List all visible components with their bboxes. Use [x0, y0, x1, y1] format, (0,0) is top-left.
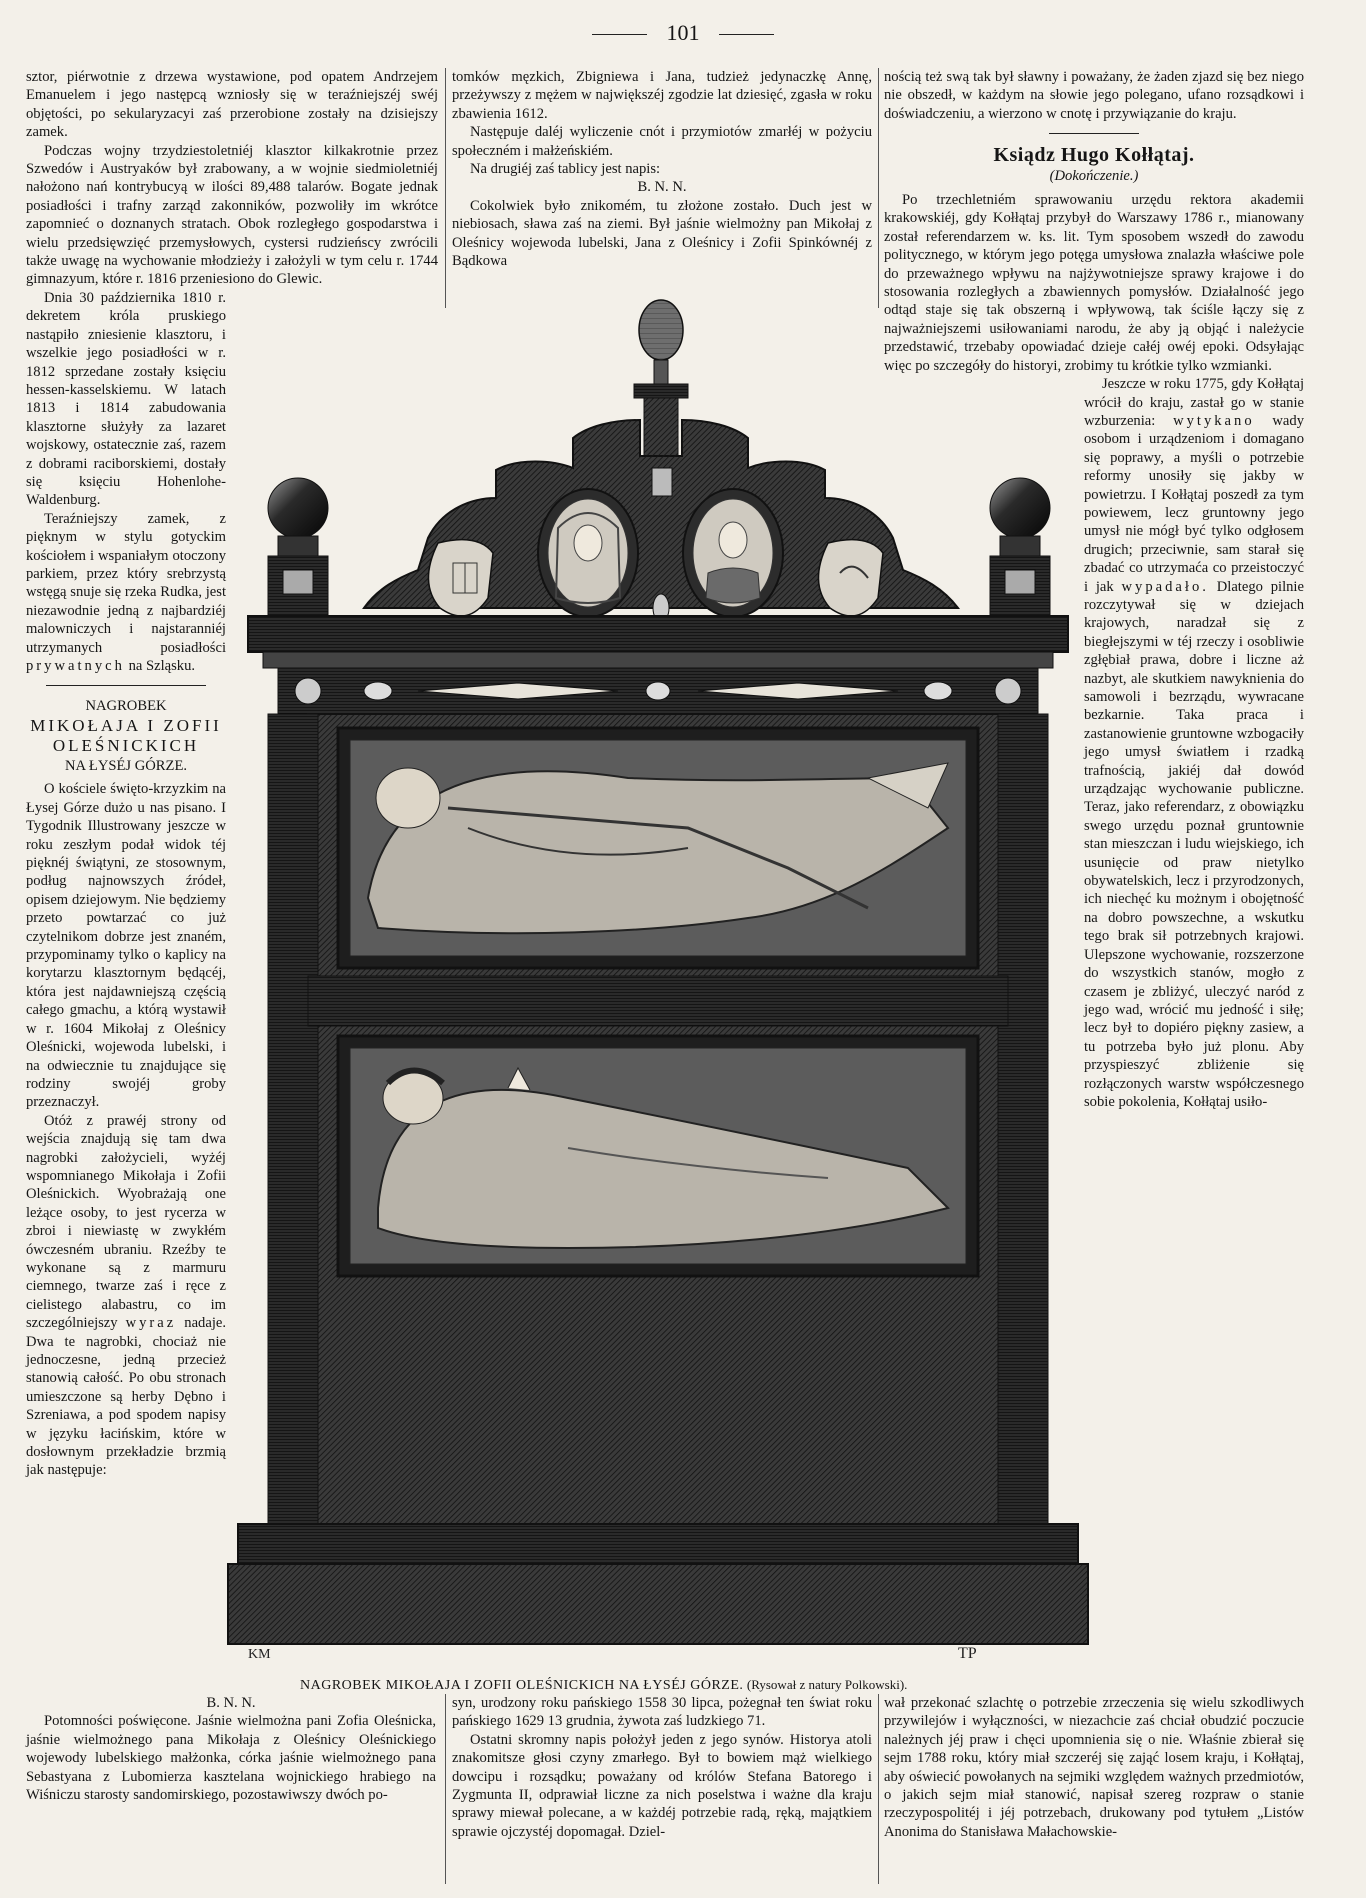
- bottom1-paragraph: Potomności poświęcone. Jaśnie wielmożna pani Zofia Oleśnicka, jaśnie wielmożnego pana Mikołaja z Oleśnicy Oleśnickiego wojewody lubelskiego małżonka, córka jaśnie wielmożnego pana Sebastyana z Lubomierza kasztelana wojnickiego hrabiego na Wiśniczu starosty sandomirskiego, pozostawiwszy dwóch po-: [26, 1713, 436, 1804]
- col3-narrow-block: [1084, 375, 1304, 1111]
- bottom-divider-1: [445, 1694, 446, 1884]
- header-rule-left: [592, 34, 647, 35]
- illustration-caption: [300, 1677, 1060, 1694]
- col1-paragraph-5: O kościele święto-krzyzkim na Łysej Górze dużo u nas pisano. I Tygodnik Illustrowany jeszcze w roku zeszłym podał widok téj pięknéj świątyni, ze stosownym, podług najnowszych źródeł, opisem dziejowym. Nie będziemy przeto powtarzać co już czytelnikom dobrze jest znaném, przypominamy tylko o kaplicy na korytarzu klasztornym będącéj, która jest najdawniejszą częścią całego gmachu, a którą wystawił w r. 1604 Mikołaj z Oleśnicy Oleśnicki, wojewoda lubelski, i na odwiecznie tu znajdujące się rodziny swojéj groby przeznaczył.: [26, 781, 226, 1111]
- col2-paragraph-1: tomków męzkich, Zbigniewa i Jana, tudzież jedynaczkę Annę, przeżywszy z mężem w największéj zgodzie lat dziesięć, zgasła w roku zbawienia 1612.: [452, 69, 872, 122]
- nagrobek-heading-line-3: OLEŚNICKICH: [52, 736, 200, 756]
- tomb-base: [238, 1524, 1078, 1564]
- col1-p2-text: Podczas wojny trzydziestoletniéj klasztor kilkakrotnie przez Szwedów i Austryaków był zrabowany, a w wojnie siedmioletniéj nałożono nań kontrybucyą w ilości 89,488 talarów. Bogate jednak posiadłości i trafny zarząd zakonników, pozwoliły im wkrótce zapomnieć o doznanych stratach. Obok rozległego gospodarstwa i wielu przedsięwzięć przemysłowych, cystersi rudzieńscy zwrócili także uwagę na wychowanie młodzieży i założyli w tym celu r. 1744 gimnazyum, które r. 1816 przeniesiono do Glewic.: [26, 142, 438, 288]
- column-divider-1: [445, 68, 446, 308]
- bottom-column-3: [884, 1694, 1304, 1841]
- header-rule-right: [719, 34, 774, 35]
- medallion-woman: [538, 489, 638, 617]
- col1-paragraph-2: [26, 142, 438, 289]
- nagrobek-heading: [26, 696, 226, 776]
- coat-of-arms-left: [428, 540, 493, 616]
- col1-paragraph-1: sztor, piérwotnie z drzewa wystawione, pod opatem Andrzejem Emanuelem i jego następcą wzniosły się w teraźniejszéj swéj objętości, po sekularyzacyi zaś przerobione zostały na dzisiejszy zamek.: [26, 69, 438, 141]
- col3-divider: [1049, 133, 1139, 134]
- bottom-column-1: [26, 1694, 436, 1804]
- col3-p2-text: Po trzechletniém sprawowaniu urzędu rektora akademii krakowskiéj, gdy Kołłątaj przybył do Warszawy 1786 r., mianowany został referendarzem w. ks. lit. Tym sposobem wszedł do zawodu politycznego, w którym jego potęga umysłowa znalazła właściwe pole do przeważnego wpływu na najżywotniejsze sprawy krajowe i do stosowania rozległych a zbawiennych pomysłów. Działalność jego odtąd staje się tak obszerną i wpływową, tak ściśle łączy się z najważniejszemi usiłowaniami narodu, że aby ją objąć i należycie przedstawić, trzebaby opowiadać dzieje całéj owéj epoki. Odsyłając więc po szczegóły do historyi, zrobimy tu krótkie tylko wzmianki.: [884, 192, 1304, 374]
- coat-of-arms-right: [818, 540, 883, 616]
- col2-paragraph-3: Na drugiéj zaś tablicy jest napis:: [470, 161, 661, 178]
- col3-paragraph-1: nością też swą tak był sławny i poważany, że żaden zjazd się bez niego nie obszedł, w każdym na słowie jego polegano, ufano rozsądkowi i doświadczeniu, a wierzono w cnotę i przywiązanie do kraju.: [884, 69, 1304, 122]
- engraver-signature-right: TP: [958, 1645, 977, 1662]
- column-2: [452, 68, 872, 270]
- column-left: [268, 714, 318, 1524]
- orb-left: [268, 478, 328, 616]
- col1-paragraph-4: [26, 510, 226, 676]
- caption-main: NAGROBEK MIKOŁAJA I ZOFII OLEŚNICKICH NA ŁYSÉJ GÓRZE.: [300, 1678, 744, 1693]
- col1-p6-end: nadaje. Dwa te nagrobki, chociaż nie jednoczesne, jedną przecież stanowią całość. Po obu stronach umieszczone są herby Dębno i Szreniawa, a pod spodem napisy w języku łacińskim, które w dosłownym przekładzie brzmią jak następuje:: [26, 1315, 226, 1479]
- col1-divider: [46, 685, 206, 686]
- bottom1-bnn: B. N. N.: [206, 1695, 256, 1711]
- bottom3-paragraph: wał przekonać szlachtę o potrzebie zrzeczenia się wielu szkodliwych przywilejów i wyłączności, w niezachcie zaś chciał obudzić poczucie należnych jéj praw i chęci upomnienia się o nie. Właśnie zbierał się sejm 1788 roku, który miał szczeréj się zająć losem kraju, i Kołłątaj, aby oświecić powołanych na sejmiki względem ważnych przedmiotów, o jakich sejm miał stanowić, napisał szereg rozpraw o stanie rzeczypospolitéj i jéj potrzebach, drukowany pod tytułem „Listów Anonima do Stanisława Małachowskie-: [884, 1695, 1304, 1840]
- col3-p3-text: Jeszcze w roku 1775, gdy Kołłątaj wrócił do kraju, zastał go w stanie wzburzenia:: [1084, 376, 1304, 429]
- col2-bnn: B. N. N.: [637, 179, 687, 196]
- nagrobek-heading-line-4: NA ŁYSÉJ GÓRZE.: [64, 758, 188, 775]
- page-header: [0, 20, 1366, 46]
- col1-paragraph-6: [26, 1112, 226, 1480]
- frieze: [278, 668, 1038, 714]
- woman-effigy-panel: [338, 1036, 978, 1276]
- tomb-illustration: [248, 308, 1048, 1668]
- cornice: [248, 616, 1068, 652]
- bottom2-paragraph-2: Ostatni skromny napis położył jeden z jego synów. Historya atoli znakomitsze głosi czyny zmarłego. Był to bowiem mąż wielkiego dowcipu i rozsądku; poważany od królów Stefana Batorego i Zygmunta II, odprawiał liczne za nich poselstwa i ważne dla kraju sprawy miewał polecane, a w każdéj potrzebie radą, ręką, majątkiem sprawie ojczystéj dopomagał. Dziel-: [452, 1731, 872, 1840]
- article-title: Ksiądz Hugo Kołłątaj.: [993, 144, 1195, 167]
- col3-p3-spaced: wytykano: [1173, 412, 1255, 429]
- col3-p3-b: wady osobom i urządzeniom i domagano się poprawy, a myśli o potrzebie reformy unosiły się jakby w powietrzu. I Kołłątaj poszedł za tym powiewem, lecz gruntowny jego umysł nie mógł być tylko odgłosem drugich; przeciwnie, sam starał się zbadać co utrzymaćа co przeistoczyć i jak: [1084, 412, 1304, 595]
- medallion-man: [683, 489, 783, 617]
- bottom-divider-2: [878, 1694, 879, 1884]
- bottom2-paragraph-1: syn, urodzony roku pańskiego 1558 30 lipca, pożegnał ten świat roku pańskiego 1629 13 grudnia, żywota zaś ludzkiego 71.: [452, 1695, 872, 1730]
- knight-effigy-panel: [338, 728, 978, 968]
- col1-p6-spaced: wyraz: [125, 1315, 177, 1332]
- engraver-signature-left: KM: [248, 1647, 271, 1662]
- col2-paragraph-2: Następuje daléj wyliczenie cnót i przymiotów zmarłéj w pożyciu społeczném i małżeńskiém.: [452, 124, 872, 159]
- caption-note: (Rysował z natury Polkowski).: [746, 1677, 908, 1692]
- col1-paragraph-3: Dnia 30 października 1810 r. dekretem króla pruskiego nastąpiło zniesienie klasztoru, i wszelkie jego posiadłości w r. 1812 sprzedane zostały księciu hessen-kasselskiemu. W latach 1813 i 1814 zabudowania klasztorne służyły za lazaret wojskowy, ostatecznie zaś, razem z dobrami raciborskiemi, dostały się księciu Hohenlohe-Waldenburg.: [26, 289, 226, 509]
- col1-p4-end: na Szląsku.: [128, 658, 196, 674]
- col1-p4-text: Teraźniejszy zamek, z pięknym w stylu gotyckim kościołem i wspaniałym otoczony parkiem, przez który srebrzystą wstęgą snuje się rzeka Rudka, jest niezawodnie jedną z najbardziéj malowniczych i najstaranniéj utrzymanych posiadłości: [26, 510, 226, 656]
- col2-paragraph-4: Cokolwiek było znikomém, tu złożone zostało. Duch jest w niebiosach, sława zaś na ziemi. Był jaśnie wielmożny pan Mikołaj z Oleśnicy wojewoda lubelski, Jana z Oleśnicy i Zofii Spinkównéj z Bądkowa: [452, 197, 872, 270]
- col3-p3-c: Dlatego pilnie rozczytywał się w dziejach krajowych, naradzał się z biegłejszymi w téj rzeczy i osobliwie zgłębiał prawa, dobre i liczne aż nazbyt, ale skutkiem nawyknienia do samowoli i bezrządu, wywracane bezkarnie. Taka praca i zastanowienie gruntowne wzbogaciły jego umysł światłem i rzadką trafnością, jakiéj dał dowód urządzając wychowanie publiczne. Teraz, jako referendarz, z obowiązku swego urzędu poznał gruntownie stan mieszczan i ludu wiejskiego, ich usunięcie od praw nietylko obywatelskich, lecz i przyrodzonych, ich niechęć ku możnym i obojętność na dobro powszechne, a wskutku tego brak sił potrzebnych krajowi. Ulepszone wychowanie, rozszerzone do wszystkich stanów, mogło z czasem je zbliżyć, uleczyć naród z jego wad, wrócić mu jedność i siłę; lecz był to dopiéro piękny zasiew, a tu potrzeba było już plonu. Aby przyspieszyć zbliżenie się rozłączonych warstw współczesnego sobie pokolenia, Kołłątaj usiło-: [1084, 578, 1304, 1110]
- nagrobek-heading-line-1: NAGROBEK: [85, 698, 167, 715]
- page-number: 101: [666, 20, 700, 45]
- col1-p6-text: Otóż z prawéj strony od wejścia znajdują się tam dwa nagrobki założycieli, wyżéj wspomnianego Mikołaja i Zofii Oleśnickich. Wyobrażają one leżące osoby, to jest rycerza w zbroi i niewiastę w zwykłém ówczesném ubraniu. Rzeźby te wykonane są z marmuru ciemnego, twarze zaś i ręce z cielistego alabastru, co im szczególniejszy: [26, 1112, 226, 1332]
- nagrobek-heading-line-2: MIKOŁAJA I ZOFII: [30, 716, 222, 736]
- bottom-column-2: [452, 1694, 872, 1841]
- col1-p4-spaced: prywatnych: [26, 658, 125, 674]
- col1-narrow-block: [26, 289, 226, 1480]
- article-subtitle: (Dokończenie.): [1049, 167, 1139, 184]
- finial: [634, 300, 688, 456]
- col3-paragraph-3: [1084, 375, 1304, 1111]
- column-right: [998, 714, 1048, 1524]
- col3-p3-spaced-2: wypadało.: [1121, 578, 1209, 595]
- orb-right: [990, 478, 1050, 616]
- column-divider-2: [878, 68, 879, 308]
